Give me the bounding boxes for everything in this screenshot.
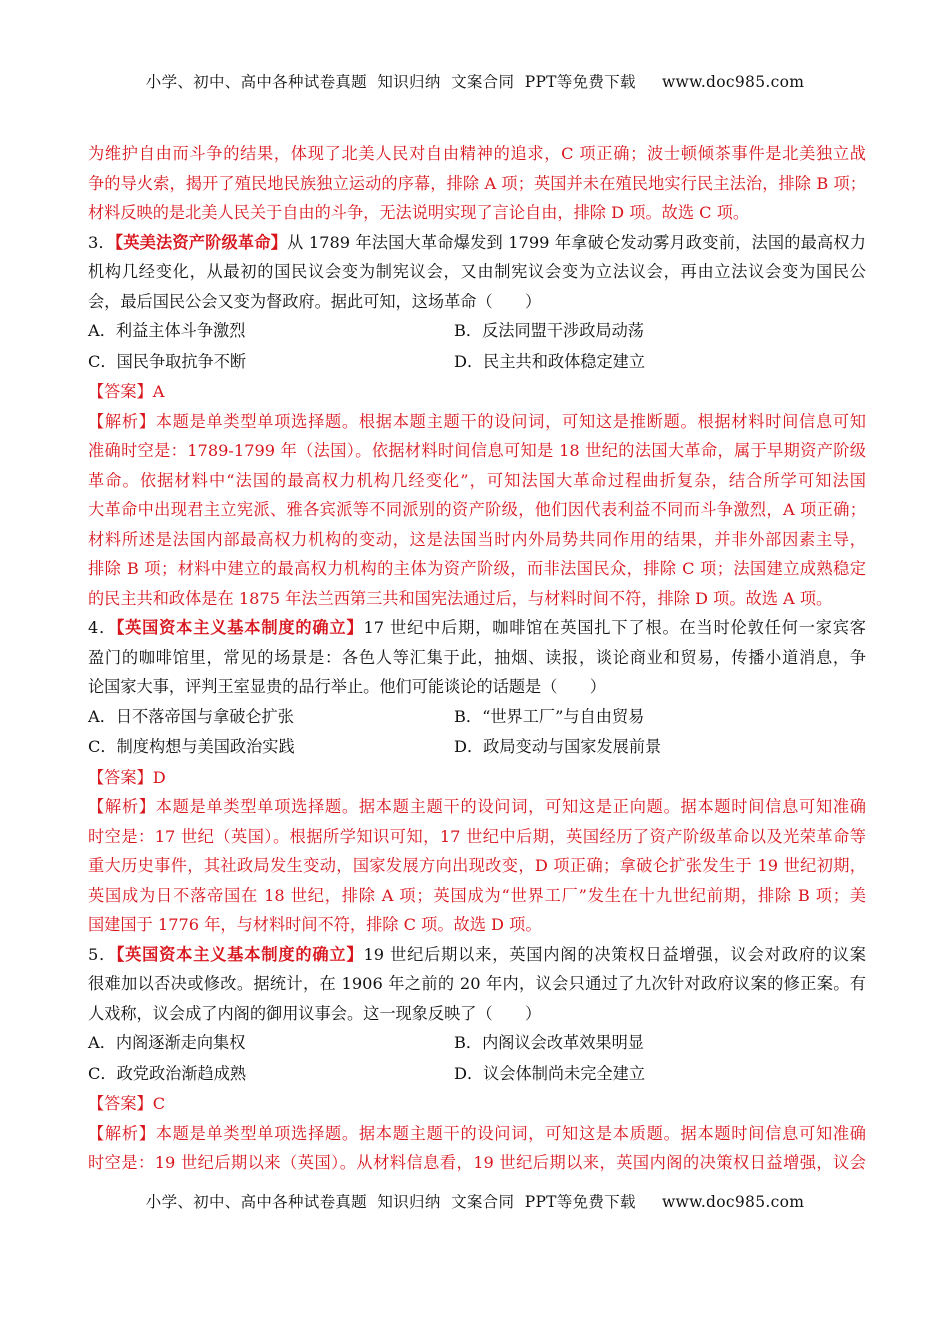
option-b: B．反法同盟干涉政局动荡 xyxy=(454,321,644,340)
question-number: 3． xyxy=(88,232,115,252)
analysis-line: 的民主共和政体是在 1875 年法兰西第三共和国宪法通过后，与材料时间不符，排除 D 项。故选 A 项。 xyxy=(88,588,833,608)
analysis-line: 【解析】本题是单类型单项选择题。据本题主题干的设问词，可知这是正向题。据本题时间信息可知准确 xyxy=(88,797,866,816)
analysis-line: 争的导火索，揭开了殖民地民族独立运动的序幕，排除 A 项；英国并未在殖民地实行民主法治，排除 B 项； xyxy=(88,173,866,193)
option-a: A．利益主体斗争激烈 xyxy=(88,321,246,340)
question-stem-text: 从 1789 年法国大革命爆发到 1799 年拿破仑发动雾月政变前，法国的最高权力 xyxy=(287,232,866,252)
analysis-line: 革命。依据材料中“法国的最高权力机构几经变化”，可知法国大革命过程曲折复杂，结合所学可知法国 xyxy=(88,470,866,490)
option-c: C．制度构想与美国政治实践 xyxy=(88,737,295,756)
analysis-line: 重大历史事件，其社政局发生变动，国家发展方向出现改变，D 项正确；拿破仑扩张发生于 19 世纪初期， xyxy=(88,856,866,875)
question-topic-tag: 【英国资本主义基本制度的确立】 xyxy=(116,944,364,964)
question-stem-line: 盈门的咖啡馆里，常见的场景是：各色人等汇集于此，抽烟、读报，谈论商业和贸易，传播小道消息，争 xyxy=(88,647,866,667)
option-d: D．政局变动与国家发展前景 xyxy=(454,737,662,756)
page-footer: 小学、初中、高中各种试卷真题 知识归纳 文案合同 PPT等免费下载 www.doc985.com xyxy=(145,1193,805,1211)
options-row xyxy=(88,732,866,763)
question-stem-line: 会，最后国民公会又变为督政府。据此可知，这场革命（ ） xyxy=(88,291,542,311)
question-stem-text: 17 世纪中后期，咖啡馆在英国扎下了根。在当时伦敦任何一家宾客 xyxy=(363,618,866,637)
analysis-line: 大革命中出现君主立宪派、雅各宾派等不同派别的资产阶级，他们因代表利益不同而斗争激烈，A 项正确； xyxy=(88,500,866,519)
question-5-stem-line xyxy=(88,940,866,970)
question-number: 5． xyxy=(88,944,117,964)
question-4-stem-line xyxy=(88,613,866,643)
page-header: 小学、初中、高中各种试卷真题 知识归纳 文案合同 PPT等免费下载 www.doc985.com xyxy=(145,73,805,91)
answer-label: 【答案】A xyxy=(88,382,165,401)
option-c: C．国民争取抗争不断 xyxy=(88,351,247,371)
option-a: A．日不落帝国与拿破仑扩张 xyxy=(88,706,294,726)
analysis-line: 国建国于 1776 年，与材料时间不符，排除 C 项。故选 D 项。 xyxy=(88,915,542,934)
analysis-line: 时空是：17 世纪（英国）。根据所学知识可知，17 世纪中后期，英国经历了资产阶级革命以及光荣革命等 xyxy=(88,826,866,846)
analysis-line: 英国成为日不落帝国在 18 世纪，排除 A 项；英国成为“世界工厂”发生在十九世纪前期，排除 B 项；美 xyxy=(88,885,866,905)
question-stem-line: 很难加以否决或修改。据统计，在 1906 年之前的 20 年内，议会只通过了九次针对政府议案的修正案。有 xyxy=(88,974,866,993)
question-stem-line: 机构几经变化，从最初的国民议会变为制宪议会，又由制宪议会变为立法议会，再由立法议会变为国民公 xyxy=(88,262,866,281)
analysis-line: 时空是：19 世纪后期以来（英国）。从材料信息看，19 世纪后期以来，英国内阁的决策权日益增强，议会 xyxy=(88,1153,866,1172)
options-row xyxy=(88,702,866,733)
analysis-line: 材料所述是法国内部最高权力机构的变动，这是法国当时内外局势共同作用的结果，并非外部因素主导， xyxy=(88,529,866,549)
option-b: B．内阁议会改革效果明显 xyxy=(454,1033,644,1052)
question-stem-text: 19 世纪后期以来，英国内阁的决策权日益增强，议会对政府的议案 xyxy=(363,944,866,964)
option-d: D．民主共和政体稳定建立 xyxy=(454,351,646,371)
question-stem-line: 论国家大事，评判王室显贵的品行举止。他们可能谈论的话题是（ ） xyxy=(88,677,606,696)
options-row xyxy=(88,316,866,347)
document-body xyxy=(88,139,866,1178)
analysis-line: 排除 B 项；材料中建立的最高权力机构的主体为资产阶级，而非法国民众，排除 C 项；法国建立成熟稳定 xyxy=(88,559,866,578)
option-d: D．议会体制尚未完全建立 xyxy=(454,1063,646,1083)
analysis-line: 准确时空是：1789-1799 年（法国）。依据材料时间信息可知是 18 世纪的法国大革命，属于早期资产阶级 xyxy=(88,441,866,460)
options-row xyxy=(88,1059,866,1090)
answer-label: 【答案】C xyxy=(88,1094,166,1113)
question-topic-tag: 【英美法资产阶级革命】 xyxy=(114,232,288,252)
question-3-stem-line xyxy=(88,228,866,258)
option-c: C．政党政治渐趋成熟 xyxy=(88,1063,247,1083)
analysis-line: 【解析】本题是单类型单项选择题。根据本题主题干的设问词，可知这是推断题。根据材料时间信息可知 xyxy=(88,411,866,431)
answer-label: 【答案】D xyxy=(88,767,166,787)
question-topic-tag: 【英国资本主义基本制度的确立】 xyxy=(116,618,364,637)
options-row xyxy=(88,1028,866,1059)
option-a: A．内阁逐渐走向集权 xyxy=(88,1033,246,1052)
analysis-line: 【解析】本题是单类型单项选择题。据本题主题干的设问词，可知这是本质题。据本题时间信息可知准确 xyxy=(88,1123,866,1143)
question-number: 4． xyxy=(88,618,117,637)
option-b: B．“世界工厂”与自由贸易 xyxy=(454,706,645,726)
analysis-line: 为维护自由而斗争的结果，体现了北美人民对自由精神的追求，C 项正确；波士顿倾茶事件是北美独立战 xyxy=(88,144,866,163)
question-stem-line: 人戏称，议会成了内阁的御用议事会。这一现象反映了（ ） xyxy=(88,1003,542,1023)
analysis-line: 材料反映的是北美人民关于自由的斗争，无法说明实现了言论自由，排除 D 项。故选 C 项。 xyxy=(88,203,750,222)
options-row xyxy=(88,347,866,378)
